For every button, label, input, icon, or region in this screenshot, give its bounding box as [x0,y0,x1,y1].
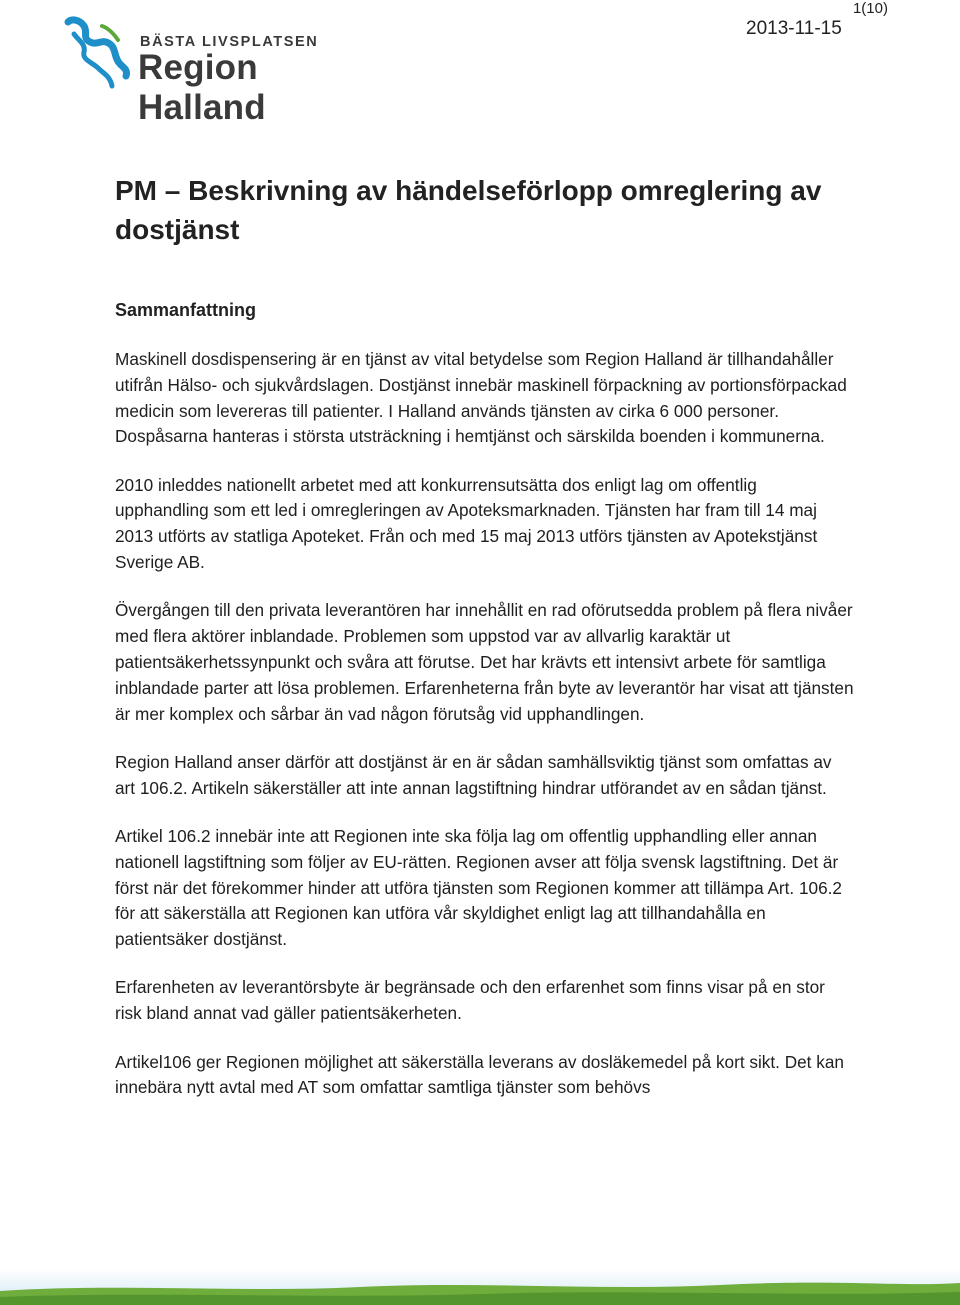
paragraph: Övergången till den privata leverantören har innehållit en rad oförutsedda problem på flera nivåer med flera aktörer inblandade. Problemen som uppstod var av allvarlig karaktär ut patientsäkerhetssynpunkt och svåra att förutse. Det har krävts ett intensivt arbete för samtliga inblandade parter att lösa problemen. Erfarenheterna från byte av leverantör har visat att tjänsten är mer komplex och sårbar än vad någon förutsåg vid upphandlingen. [115,600,854,724]
section-heading: Sammanfattning [115,300,257,320]
paragraph: Artikel106 ger Regionen möjlighet att säkerställa leverans av dosläkemedel på kort sikt. Det kan innebära nytt avtal med AT som omfattar samtliga tjänster som behövs [115,1051,844,1098]
logo-tagline: BÄSTA LIVSPLATSEN [140,34,319,50]
region-map-icon [62,14,142,96]
paragraph: Erfarenheten av leverantörsbyte är begränsade och den erfarenhet som finns visar på en stor risk bland annat vad gäller patientsäkerheten. [115,977,825,1024]
logo-name: Region Halland [138,48,266,127]
document-title: PM – Beskrivning av händelseförlopp omreglering av dostjänst [115,175,822,245]
paragraph: 2010 inleddes nationellt arbetet med att konkurrensutsätta dos enligt lag om offentlig upphandling som ett led i omregleringen av Apoteksmarknaden. Tjänsten har fram till 14 maj 2013 utförts av statliga Apoteket. Från och med 15 maj 2013 utförs tjänsten av Apotekstjänst Sverige AB. [115,474,818,573]
document-date: 2013-11-15 [746,18,842,39]
paragraph: Maskinell dosdispensering är en tjänst av vital betydelse som Region Halland är tillhandahåller utifrån Hälso- och sjukvårdslagen. Dostjänst innebär maskinell förpackning av portionsförpackad medicin som levereras till patienter. I Halland används tjänsten av cirka 6 000 personer. Dospåsarna hanteras i största utsträckning i hemtjänst och särskilda boenden i kommunerna. [115,349,847,447]
paragraph: Artikel 106.2 innebär inte att Regionen inte ska följa lag om offentlig upphandling eller annan nationell lagstiftning som följer av EU-rätten. Regionen avser att följa svensk lagstiftning. Det är först när det förekommer hinder att utföra tjänsten som Regionen kommer att tillämpa Art. 106.2 för att säkerställa att Regionen kan utföra vår skyldighet enligt lag att tillhandahålla en patientsäker dostjänst. [115,825,842,950]
footer-landscape-band [0,1269,960,1305]
page-number: 1(10) [852,0,888,17]
region-halland-logo [62,14,382,127]
document-body [115,347,855,1124]
paragraph: Region Halland anser därför att dostjänst är en är sådan samhällsviktig tjänst som omfattas av art 106.2. Artikeln säkerställer att inte annan lagstiftning hindrar utförandet av en sådan tjänst. [115,751,832,798]
